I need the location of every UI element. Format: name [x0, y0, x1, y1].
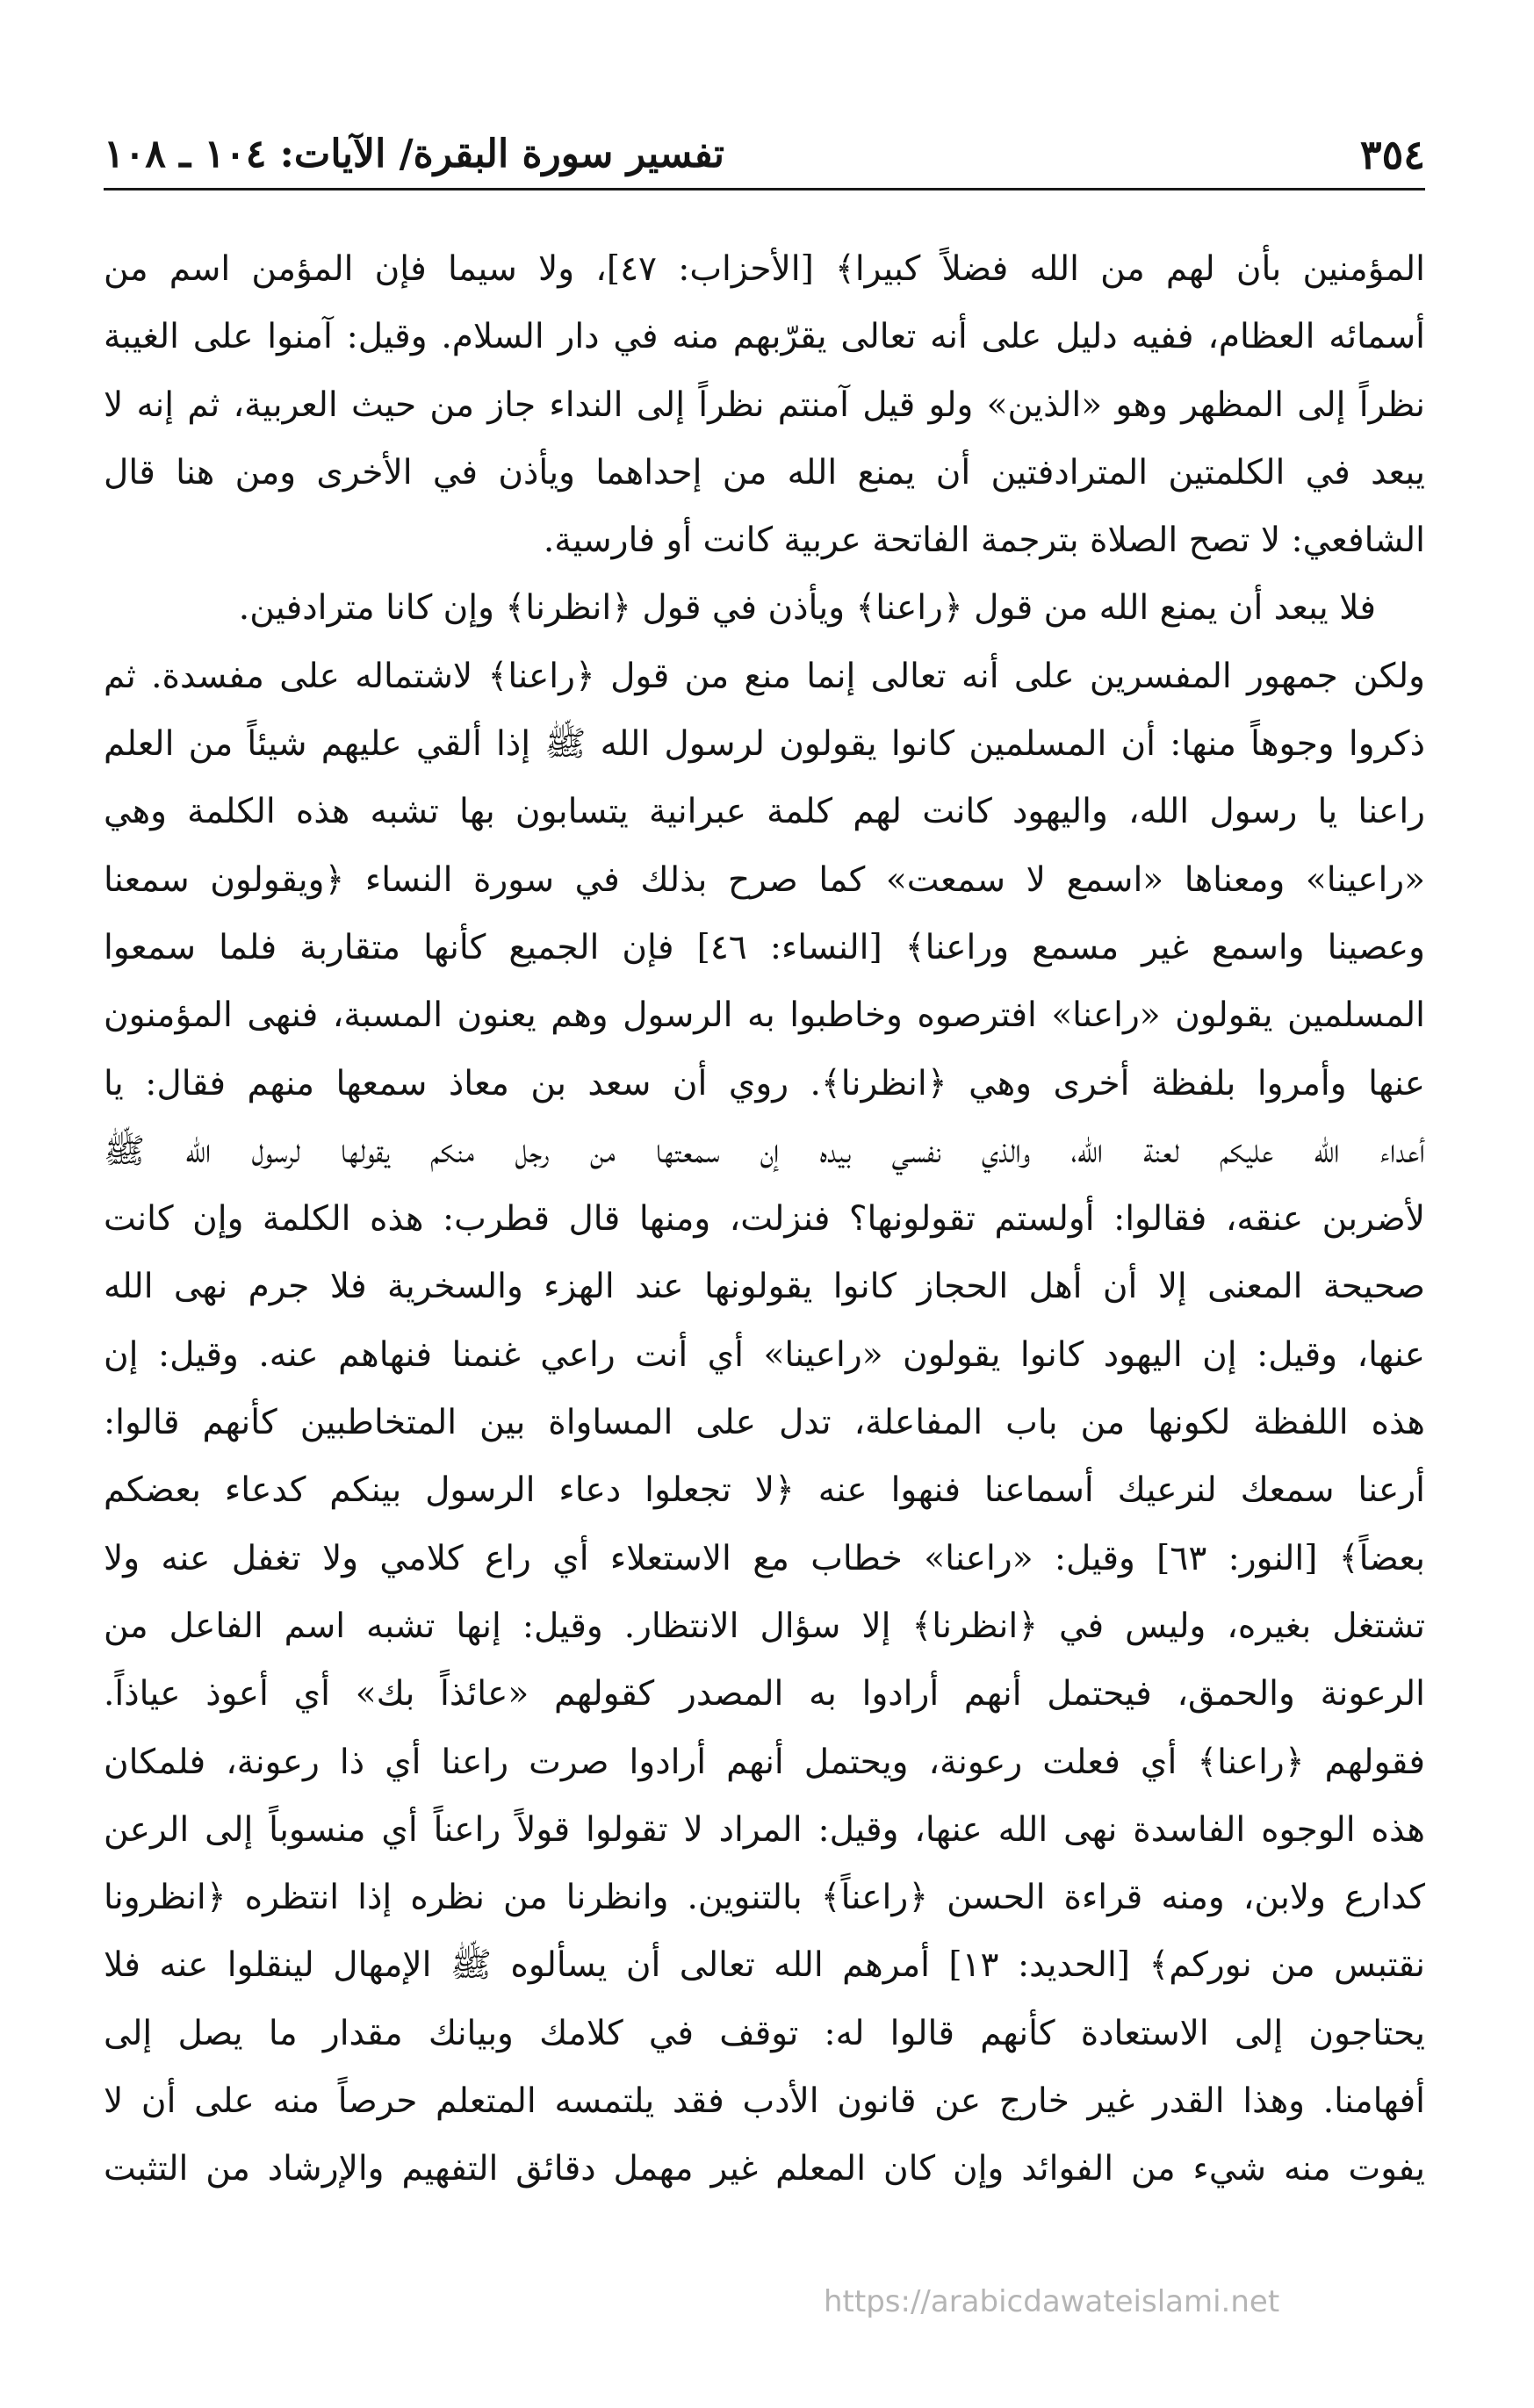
text-line-22: الرعونة والحمق، فيحتمل أنهم أرادوا به المصدر كقولهم «عائذاً بك» أي أعوذ عياذاً.	[104, 1674, 1425, 1714]
page-number: ٣٥٤	[1359, 131, 1425, 178]
text-line-23: فقولهم ﴿راعنا﴾ أي فعلت رعونة، ويحتمل أنهم أرادوا صرت راعنا أي ذا رعونة، فلمكان	[104, 1742, 1425, 1782]
text-line-8: ذكروا وجوهاً منها: أن المسلمين كانوا يقولون لرسول الله ﷺ إذا ألقي عليهم شيئاً من العلم	[104, 724, 1425, 765]
text-line-12: المسلمين يقولون «راعنا» افترصوه وخاطبوا به الرسول وهم يعنون المسبة، فنهى المؤمنون	[104, 996, 1425, 1036]
text-line-17: عنها، وقيل: إن اليهود كانوا يقولون «راعينا» أي أنت راعي غنمنا فنهاهم عنه. وقيل: إن	[104, 1334, 1425, 1375]
text-line-2: أسمائه العظام، ففيه دليل على أنه تعالى يقرّبهم منه في دار السلام. وقيل: آمنوا على الغيبة	[104, 317, 1425, 357]
text-line-9: راعنا يا رسول الله، واليهود كانت لهم كلمة عبرانية يتسابون بها تشبه هذه الكلمة وهي	[104, 792, 1425, 832]
text-line-13: عنها وأمروا بلفظة أخرى وهي ﴿انظرنا﴾. روي أن سعد بن معاذ سمعها منهم فقال: يا	[104, 1063, 1425, 1103]
text-line-19: أرعنا سمعك لنرعيك أسماعنا فنهوا عنه ﴿لا تجعلوا دعاء الرسول بينكم كدعاء بعضكم	[104, 1470, 1425, 1511]
text-line-18: هذه اللفظة لكونها من باب المفاعلة، تدل على المساواة بين المتخاطبين كأنهم قالوا:	[104, 1403, 1425, 1443]
text-line-27: يحتاجون إلى الاستعادة كأنهم قالوا له: توقف في كلامك وبيانك مقدار ما يصل إلى	[104, 2013, 1425, 2053]
text-line-16: صحيحة المعنى إلا أن أهل الحجاز كانوا يقولونها عند الهزء والسخرية فلا جرم نهى الله	[104, 1267, 1425, 1307]
text-line-6: فلا يبعد أن يمنع الله من قول ﴿راعنا﴾ ويأذن في قول ﴿انظرنا﴾ وإن كانا مترادفين.	[238, 588, 1376, 629]
header-divider	[104, 188, 1425, 190]
running-header	[104, 123, 1425, 190]
text-line-5: الشافعي: لا تصح الصلاة بترجمة الفاتحة عربية كانت أو فارسية.	[543, 521, 1425, 561]
text-line-15: لأضربن عنقه، فقالوا: أولستم تقولونها؟ فنزلت، ومنها قال قطرب: هذه الكلمة وإن كانت	[104, 1199, 1425, 1240]
text-line-1: المؤمنين بأن لهم من الله فضلاً كبيرا﴾ [الأحزاب: ٤٧]، ولا سيما فإن المؤمن اسم من	[104, 249, 1425, 289]
text-line-10: «راعينا» ومعناها «اسمع لا سمعت» كما صرح بذلك في سورة النساء ﴿ويقولون سمعنا	[104, 859, 1425, 900]
text-line-25: كدارع ولابن، ومنه قراءة الحسن ﴿راعناً﴾ بالتنوين. وانظرنا من نظره إذا انتظره ﴿انظرونا	[104, 1878, 1425, 1918]
running-title: تفسير سورة البقرة/ الآيات: ١٠٤ ـ ١٠٨	[104, 132, 725, 176]
text-line-7: ولكن جمهور المفسرين على أنه تعالى إنما منع من قول ﴿راعنا﴾ لاشتماله على مفسدة. ثم	[104, 656, 1425, 696]
text-line-28: أفهامنا. وهذا القدر غير خارج عن قانون الأدب فقد يلتمسه المتعلم حرصاً منه على أن لا	[104, 2081, 1425, 2122]
text-line-4: يبعد في الكلمتين المترادفتين أن يمنع الله من إحداهما ويأذن في الأخرى ومن هنا قال	[104, 452, 1425, 492]
text-line-3: نظراً إلى المظهر وهو «الذين» ولو قيل آمنتم نظراً إلى النداء جاز من حيث العربية، ثم إنه لا	[104, 385, 1425, 425]
text-line-24: هذه الوجوه الفاسدة نهى الله عنها، وقيل: المراد لا تقولوا قولاً راعناً أي منسوباً إلى الرعن	[104, 1809, 1425, 1850]
text-line-29: يفوت منه شيء من الفوائد وإن كان المعلم غير مهمل دقائق التفهيم والإرشاد من التثبت	[104, 2149, 1425, 2189]
text-line-11: وعصينا واسمع غير مسمع وراعنا﴾ [النساء: ٤٦] فإن الجميع كأنها متقاربة فلما سمعوا	[104, 927, 1425, 967]
text-line-20: بعضاً﴾ [النور: ٦٣] وقيل: «راعنا» خطاب مع الاستعلاء أي راع كلامي ولا تغفل عنه ولا	[104, 1538, 1425, 1578]
text-line-14: أعداء الله عليكم لعنة الله، والذي نفسي بيده إن سمعتها من رجل منكم يقولها لرسول الله ﷺ	[104, 1131, 1425, 1171]
text-line-26: نقتبس من نوركم﴾ [الحديد: ١٣] أمرهم الله تعالى أن يسألوه ﷺ الإمهال لينقلوا عنه فلا	[104, 1945, 1425, 1986]
text-line-21: تشتغل بغيره، وليس في ﴿انظرنا﴾ إلا سؤال الانتظار. وقيل: إنها تشبه اسم الفاعل من	[104, 1606, 1425, 1646]
main-text-block	[104, 235, 1425, 2203]
source-watermark: https://arabicdawateislami.net	[824, 2284, 1280, 2319]
